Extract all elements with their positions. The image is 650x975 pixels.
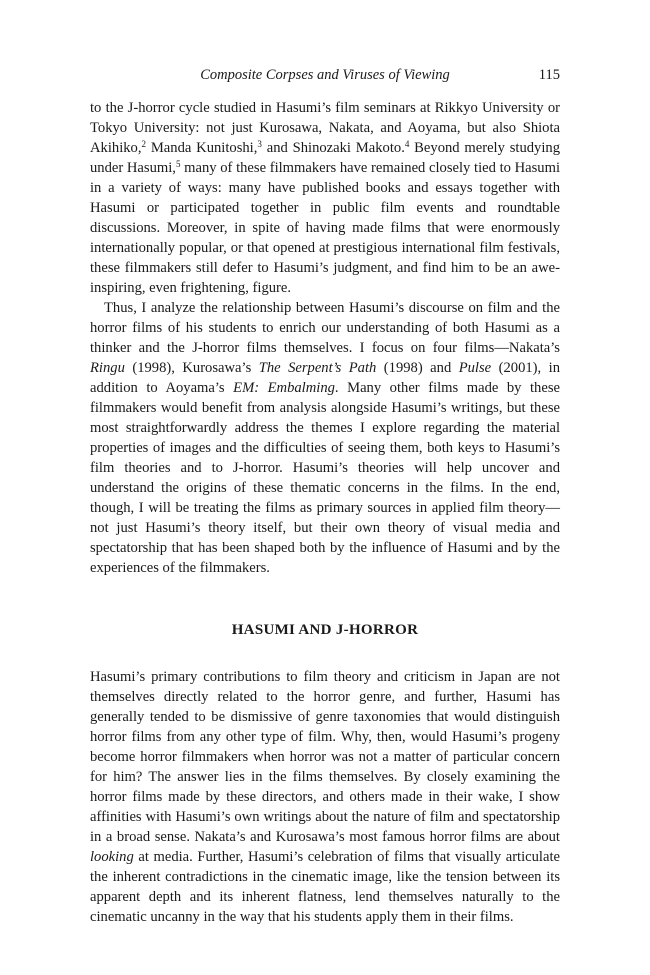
film-title-em-embalming: EM: Embalming [233,380,335,396]
film-title-serpents-path: The Serpent’s Path [258,360,377,376]
footnote-ref-5: 5 [175,159,181,170]
running-title: Composite Corpses and Viruses of Viewing [200,67,450,83]
emphasis-looking: looking [90,849,134,865]
body-text [90,98,560,927]
film-title-ringu: Ringu [90,360,125,376]
paragraph-1-text-e: many of these filmmakers have remained closely tied to Hasumi in a variety of ways: many have published books and essays together with Hasumi or participated together in public film events and roundtable discussions. Moreover, in spite of having made films that were enormously internationally popular, or that opened at prestigious international film festivals, these filmmakers still defer to Hasumi’s judgment, and find him to be an awe-inspiring, even frightening, figure. [90,160,560,296]
paragraph-1 [90,98,560,298]
page-number: 115 [538,67,560,83]
footnote-ref-3: 3 [257,139,262,150]
paragraph-1-text-b: Manda Kunitoshi, [146,140,258,156]
paragraph-2 [90,298,560,578]
paragraph-2-text-c: (1998) and [376,360,459,376]
paragraph-3-text-b: at media. Further, Hasumi’s celebration of films that visually articulate the inherent contradictions in the cinematic image, like the tension between its apparent depth and its inherent flatness, lend themselves naturally to the cinematic uncanny in the way that his students apply them in their films. [90,849,560,925]
paragraph-3-text-a: Hasumi’s primary contributions to film theory and criticism in Japan are not themselves directly related to the horror genre, and further, Hasumi has generally tended to be dismissive of genre taxonomies that would distinguish horror films from any other type of film. Why, then, would Hasumi’s progeny become horror filmmakers when horror was not a matter of particular concern for him? The answer lies in the films themselves. By closely examining the horror films made by these directors, and others made in their wake, I show affinities with Hasumi’s own writings about the nature of film and spectatorship in a broad sense. Nakata’s and Kurosawa’s most famous horror films are about [90,669,560,845]
paragraph-2-text-e: . Many other films made by these filmmakers would benefit from analysis alongside Hasumi’s writings, but these most straightforwardly address the themes I explore regarding the material properties of images and the difficulties of seeing them, both keys to Hasumi’s film theories and to J-horror. Hasumi’s theories will help uncover and understand the origins of these thematic concerns in the films. In the end, though, I will be treating the films as primary sources in applied film theory—not just Hasumi’s theory itself, but their own theory of visual media and spectatorship that has been shaped both by the influence of Hasumi and by the experiences of the filmmakers. [90,380,560,576]
paragraph-1-text-a: to the J-horror cycle studied in Hasumi’s film seminars at Rikkyo University or Tokyo University: not just Kurosawa, Nakata, and Aoyama, but also Shiota Akihiko, [90,100,560,156]
paragraph-2-text-b: (1998), Kurosawa’s [124,360,259,376]
footnote-ref-4: 4 [404,139,410,150]
film-title-pulse: Pulse [458,360,492,376]
footnote-ref-2: 2 [141,139,147,150]
paragraph-2-text-a: Thus, I analyze the relationship between Hasumi’s discourse on film and the horror films of his students to enrich our understanding of both Hasumi as a thinker and the J-horror films themselves. I focus on four films—Nakata’s [90,300,560,356]
paragraph-1-text-c: and Shinozaki Makoto. [261,140,405,156]
paragraph-3 [90,667,560,927]
section-heading: HASUMI AND J-HORROR [231,622,419,638]
paragraph-2-text-d: (2001), in addition to Aoyama’s [90,360,560,396]
running-head [90,64,560,86]
paragraph-1-text-d: Beyond merely studying under Hasumi, [90,140,560,176]
